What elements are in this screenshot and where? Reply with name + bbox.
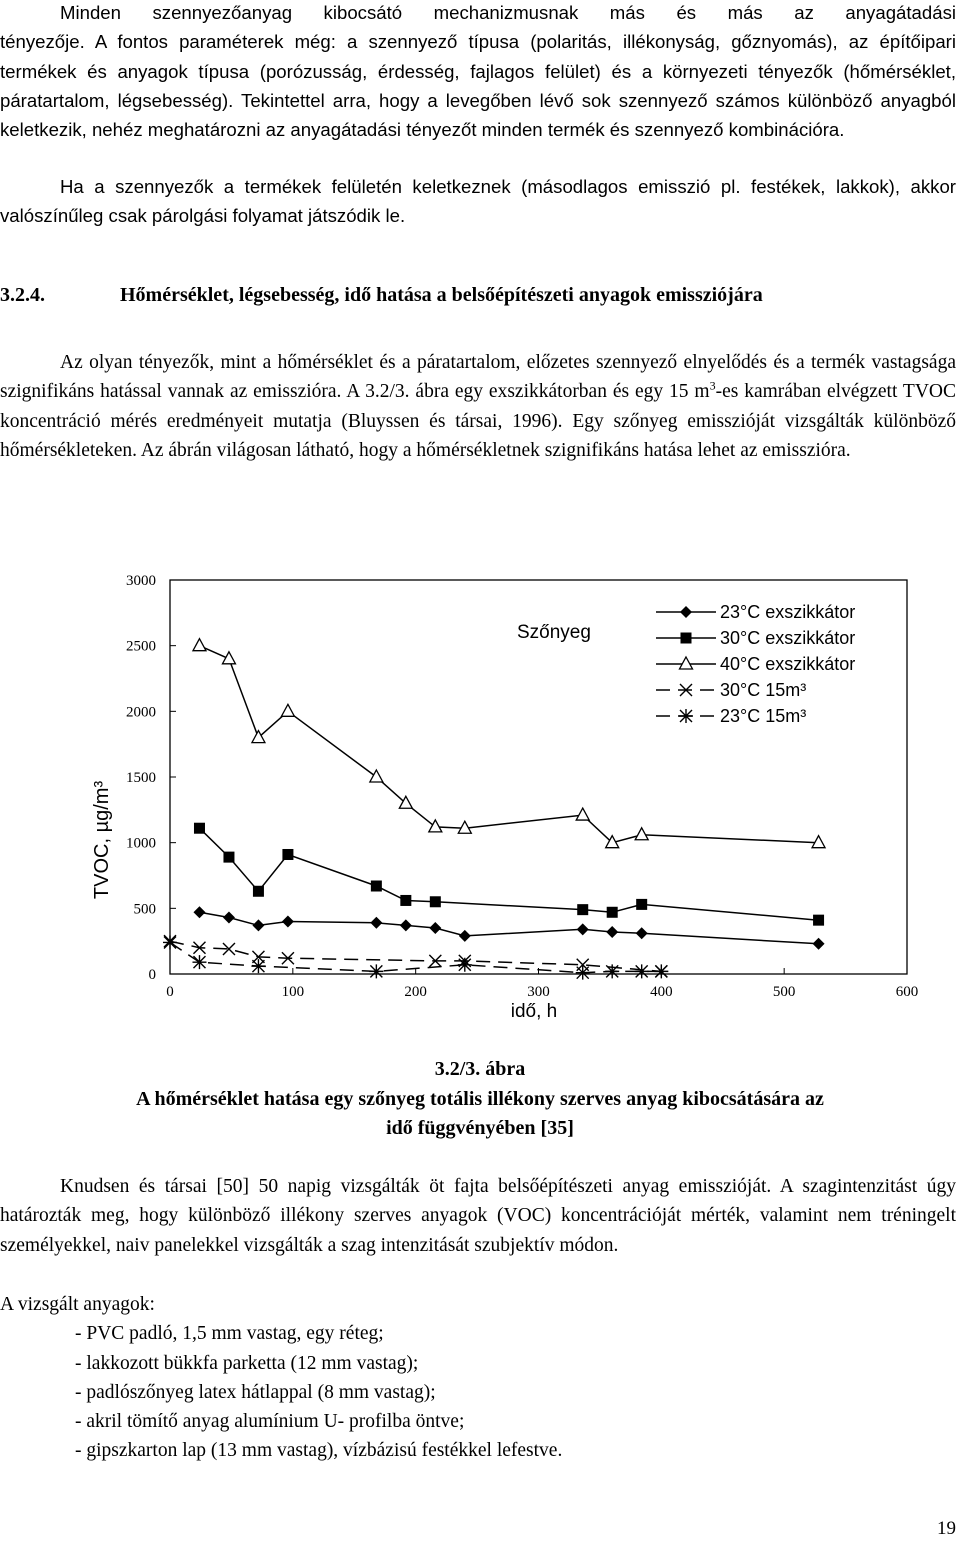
legend-label: 30°C 15m³ [720, 680, 807, 700]
paragraph-2: Ha a szennyezők a termékek felületén keletkeznek (másodlagos emisszió pl. festékek, lakkok), akkor valószínűleg csak párolgási folyamat játszódik le. [0, 176, 956, 227]
y-tick-label: 0 [148, 967, 156, 983]
data-point [252, 919, 264, 931]
section-title: Hőmérséklet, légsebesség, idő hatása a belsőépítészeti anyagok emissziójára [120, 284, 763, 306]
data-point [458, 958, 472, 972]
data-point [635, 828, 648, 840]
legend-label: 23°C 15m³ [720, 706, 807, 726]
y-tick-label: 500 [133, 901, 156, 918]
y-tick-label: 1500 [126, 770, 156, 786]
data-point [193, 639, 206, 651]
list-item: - akril tömítő anyag alumínium U- profilba öntve; [75, 1411, 465, 1433]
paragraph-1-body: tényezője. A fontos paraméterek még: a szennyező típusa (polaritás, illékonyság, gőznyomás), az építőipari termékek és anyagok típusa (porózusság, érdesség, fajlagos felület) és a környezeti tényezők (hőmérséklet, páratartalom, légsebesség). Tekintettel arra, hogy a levegőben lévő sok szennyező számos különböző anyagból keletkezik, nehéz meghatározni az anyagátadási tényezőt minden termék és szennyező kombinációra. [0, 31, 956, 141]
data-point [251, 959, 265, 973]
data-point [223, 912, 235, 924]
data-point [636, 899, 647, 910]
data-point [193, 906, 205, 918]
paragraph-1 [0, 0, 956, 144]
data-point [812, 836, 825, 848]
data-point [192, 955, 206, 969]
data-point [400, 895, 411, 906]
materials-list [0, 1290, 562, 1466]
data-point [369, 964, 383, 978]
data-point [429, 820, 442, 832]
data-point [577, 923, 589, 935]
list-item: - gipszkarton lap (13 mm vastag), vízbázisú festékkel lefestve. [75, 1440, 563, 1462]
data-point [636, 927, 648, 939]
list-item: - PVC padló, 1,5 mm vastag, egy réteg; [75, 1323, 384, 1345]
x-tick-label: 600 [895, 984, 919, 1000]
data-point [605, 964, 619, 978]
x-tick-label: 300 [527, 984, 550, 1000]
y-axis-label: TVOC, µg/m³ [91, 780, 113, 900]
legend-entry [656, 654, 855, 674]
data-point [253, 886, 264, 897]
data-point [607, 907, 618, 918]
paragraph-3 [0, 348, 956, 465]
data-point [606, 926, 618, 938]
series-line [200, 828, 819, 920]
data-point [370, 917, 382, 929]
data-point [400, 919, 412, 931]
data-point [679, 709, 693, 723]
x-axis-label: idő, h [510, 1001, 558, 1022]
data-point [223, 852, 234, 863]
paragraph-3-part-a: Az olyan tényezők, mint a hőmérséklet és a páratartalom, előzetes szennyező elnyelődés és a termék vastagsága szignifikáns hatással vannak az emisszióra. A 3.2/3. ábra egy exszikkátorban és egy 15 m [0, 352, 956, 403]
data-point [282, 915, 294, 927]
legend-entry [656, 628, 855, 648]
series-line [200, 912, 819, 944]
data-point [282, 849, 293, 860]
data-point [654, 964, 668, 978]
figure-title-line-2: idő függvényében [35] [386, 1117, 574, 1139]
data-point [577, 904, 588, 915]
y-tick-label: 1000 [126, 835, 156, 852]
data-point [681, 633, 692, 644]
x-tick-label: 400 [650, 984, 673, 1000]
figure-title-line-1: A hőmérséklet hatása egy szőnyeg totális illékony szerves anyag kibocsátására az [136, 1088, 824, 1110]
data-point [459, 930, 471, 942]
legend-label: 40°C exszikkátor [720, 654, 856, 674]
y-tick-label: 2500 [126, 638, 156, 655]
data-point [813, 915, 824, 926]
legend-label: 30°C exszikkátor [720, 628, 856, 648]
tvoc-chart [70, 560, 930, 1030]
chart-legend [656, 602, 855, 726]
y-tick-label: 3000 [126, 573, 156, 589]
paragraph-3-superscript: 3 [709, 378, 716, 393]
figure-label: 3.2/3. ábra [434, 1058, 526, 1080]
legend-entry [656, 602, 855, 622]
data-point [813, 938, 825, 950]
list-item: - lakkozott bükkfa parketta (12 mm vastag); [75, 1352, 419, 1374]
data-point [252, 731, 265, 743]
data-point [680, 657, 693, 669]
data-point [370, 770, 383, 782]
data-point [194, 823, 205, 834]
materials-list-intro: A vizsgált anyagok: [0, 1294, 155, 1315]
data-point [576, 808, 589, 820]
data-point [371, 881, 382, 892]
data-point [635, 964, 649, 978]
chart-title: Szőnyeg [517, 622, 591, 643]
data-point [281, 704, 294, 716]
legend-entry [656, 680, 806, 700]
y-tick-label: 2000 [126, 704, 156, 721]
x-tick-label: 200 [404, 984, 427, 1000]
x-tick-label: 0 [166, 984, 174, 1000]
data-point [163, 935, 177, 949]
series-line [200, 646, 819, 843]
paragraph-3-part-b: -es kamrában elvégzett TVOC koncentráció mérés eredményeit mutatja (Bluyssen és társai, 1996). Egy szőnyeg emisszióját vizsgálták különböző hőmérsékleteken. Az ábrán világosan látható, hogy a hőmérsékletnek szignifikáns hatása lehet az emisszióra. [0, 381, 957, 461]
data-point [576, 966, 590, 980]
section-number: 3.2.4. [0, 284, 45, 306]
data-point [399, 796, 412, 808]
x-tick-label: 500 [772, 984, 796, 1000]
data-point [429, 922, 441, 934]
x-tick-label: 100 [281, 984, 305, 1000]
legend-label: 23°C exszikkátor [720, 602, 856, 622]
paragraph-4: Knudsen és társai [50] 50 napig vizsgálták öt fajta belsőépítészeti anyag emisszióját. A szagintenzitást úgy határozták meg, hogy különböző illékony szerves anyagok (VOC) koncentrációját mérték, valamint nem tréningelt személyekkel, naiv panelekkel vizsgálták a szag intenzitását szubjektív módon. [0, 1176, 956, 1256]
legend-entry [656, 706, 806, 726]
list-item: - padlószőnyeg latex hátlappal (8 mm vastag); [75, 1381, 436, 1403]
data-point [222, 652, 235, 664]
data-point [680, 606, 692, 618]
page-number: 19 [937, 1518, 956, 1539]
data-point [430, 896, 441, 907]
paragraph-1-first-line: Minden szennyezőanyag kibocsátó mechanizmusnak más és más az anyagátadási [60, 2, 956, 23]
